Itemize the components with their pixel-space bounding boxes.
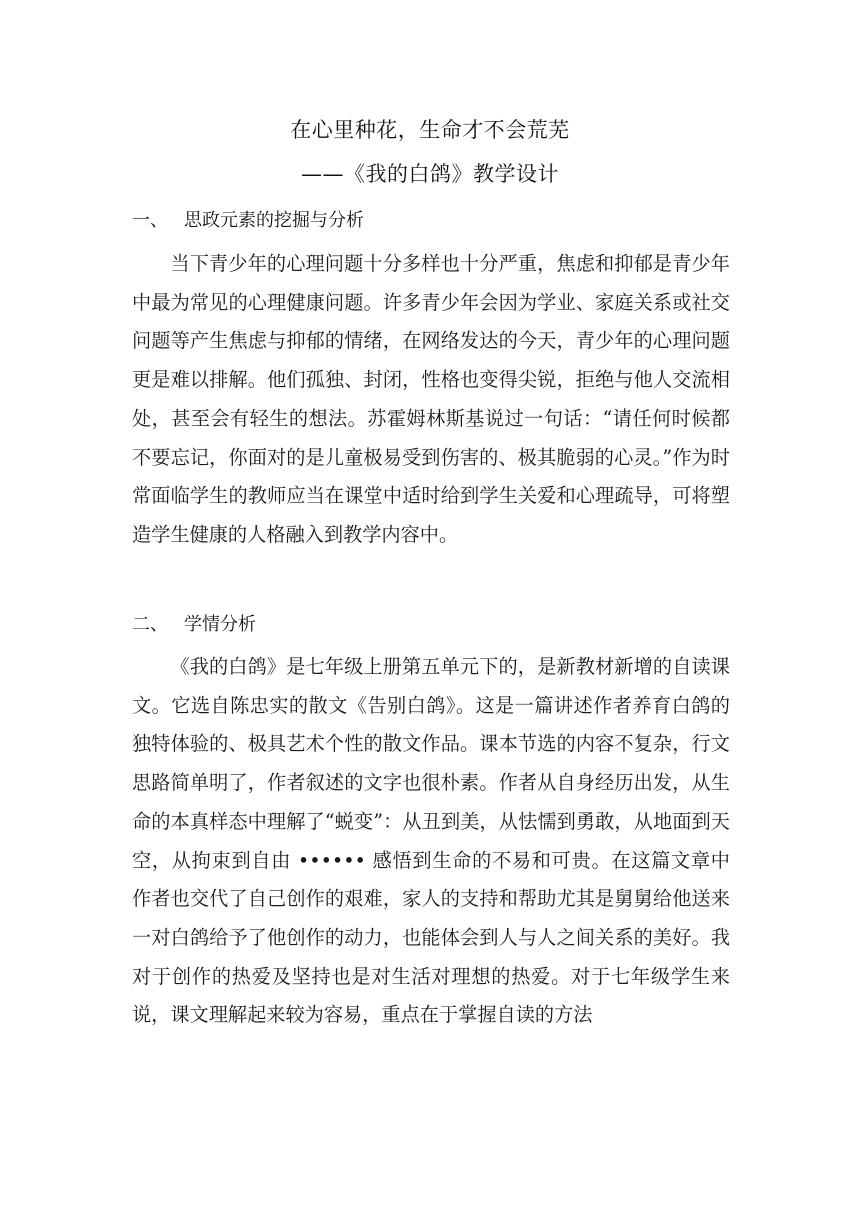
section-title-1: 思政元素的挖掘与分析 <box>184 210 364 231</box>
section-paragraph-2: 《我的白鸽》是七年级上册第五单元下的，是新教材新增的自读课文。它选自陈忠实的散文《告别白鸽》。这是一篇讲述作者养育白鸽的独特体验的、极具艺术个性的散文作品。课本节选的内容不复杂，行文思路简单明了，作者叙述的文字也很朴素。作者从自身经历出发，从生命的本真样态中理解了“蜕变”：从丑到美，从怯懦到勇敢，从地面到天空，从拘束到自由 •••••• 感悟到生命的不易和可贵。在这篇文章中作者也交代了自己创作的艰难，家人的支持和帮助尤其是舅舅给他送来一对白鸽给予了他创作的动力，也能体会到人与人之间关系的美好。我对于创作的热爱及坚持也是对生活对理想的热爱。对于七年级学生来说，课文理解起来较为容易，重点在于掌握自读的方法 <box>132 655 730 1027</box>
section-title-2: 学情分析 <box>184 614 256 635</box>
section-paragraph-1: 当下青少年的心理问题十分多样也十分严重，焦虑和抑郁是青少年中最为常见的心理健康问题。许多青少年会因为学业、家庭关系或社交问题等产生焦虑与抑郁的情绪，在网络发达的今天，青少年的心理问题更是难以排解。他们孤独、封闭，性格也变得尖锐，拒绝与他人交流相处，甚至会有轻生的想法。苏霍姆林斯基说过一句话：“请任何时候都不要忘记，你面对的是儿童极易受到伤害的、极其脆弱的心灵。”作为时常面临学生的教师应当在课堂中适时给到学生关爱和心理疏导，可将塑造学生健康的人格融入到教学内容中。 <box>132 252 730 546</box>
section-heading-2 <box>132 610 256 636</box>
section-number-1: 一、 <box>132 210 168 231</box>
section-heading-1 <box>132 206 364 232</box>
document-title: 在心里种花，生命才不会荒芜 <box>290 118 570 142</box>
document-subtitle: ——《我的白鸽》教学设计 <box>301 162 559 186</box>
section-number-2: 二、 <box>132 614 168 635</box>
